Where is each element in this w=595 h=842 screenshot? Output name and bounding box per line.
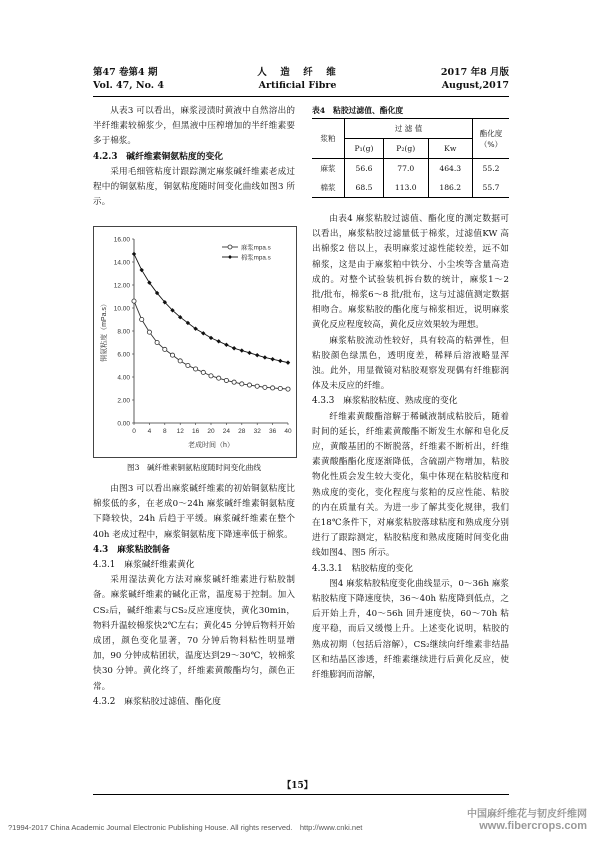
section-heading: 4.2.3 碱纤维素铜氨粘度的变化 <box>93 151 224 162</box>
paragraph: 纤维素黄酸酯溶解于稀碱液制成粘胶后，随着时间的延长，纤维素黄酸酯不断发生水解和皂化反应，黄酸基团的不断脱落，纤维素不断析出，纤维素黄酸酯酯化度逐渐降低，含硫副产物增加，粘胶物化性质会发生较大变化，集中体现在粘胶粘度和熟成度的变化，变化程度与浆粕的反应性能、粘胶的内在质量有关。为进一步了解其变化规律，我们在18℃条件下，对麻浆粘胶落球粘度和熟成度分别进行了跟踪测定，粘胶粘度和熟成度随时间变化曲线如图4、图5 所示。 <box>312 411 509 559</box>
data-point <box>140 268 144 272</box>
figure-caption: 图3 碱纤维素铜氨粘度随时间变化曲线 <box>127 463 261 472</box>
cell: 464.3 <box>428 159 473 179</box>
data-point <box>263 355 267 359</box>
x-tick-label: 0 <box>132 428 136 435</box>
cell: 棉浆 <box>312 178 345 198</box>
legend-label: 棉浆mpa.s <box>241 254 271 262</box>
cell: 55.2 <box>482 164 500 173</box>
y-tick-label: 8.00 <box>117 328 130 336</box>
volume-cn: 第47 卷第4 期 <box>93 67 158 78</box>
watermark-cn: 中国麻纤维花与韧皮纤维网 <box>467 809 587 820</box>
data-table <box>312 118 509 198</box>
x-tick-label: 40 <box>284 428 292 435</box>
data-point <box>232 380 236 384</box>
footer-rule <box>93 794 509 795</box>
y-tick-label: 12.00 <box>113 282 130 290</box>
data-point <box>286 387 290 391</box>
paragraph: 麻浆粘胶流动性较好，具有较高的粘弹性，但粘胶颜色绿黑色，透明度差，稀释后溶液略显浑浊。此外，用显微镜对粘胶观察发现偶有纤维膨润体及未反应的纤维。 <box>312 335 509 392</box>
col-header-p1: P₁(g) <box>345 139 384 159</box>
watermark-en: www.fibercrops.com <box>479 820 587 832</box>
x-tick-label: 12 <box>176 428 184 435</box>
cell: 56.6 <box>345 159 384 179</box>
figure-3-chart <box>93 226 297 458</box>
y-axis-label: 铜氨粘度（mPa.s） <box>101 300 108 362</box>
data-point <box>278 359 282 363</box>
data-point <box>170 353 174 357</box>
data-point <box>217 376 221 380</box>
chart-svg <box>94 227 296 457</box>
series-line <box>134 254 288 363</box>
paragraph: 图4 麻浆粘胶粘度变化曲线显示，0～36h 麻浆粘胶粘度下降速度快，36～40h 粘度降到低点，之后开始上升，40～56h 回升速度快，60～70h 粘度平稳，而后又缓慢上升。上述变化说明，粘胶的熟成初期（包括后溶解），CS₂继续向纤维素非结晶区和结晶区渗透，纤维素继续进行后黄化反应，使纤维膨润而溶解， <box>312 578 509 681</box>
cell: 68.5 <box>345 178 384 198</box>
header-rule <box>93 96 509 97</box>
paragraph: 从表3 可以看出，麻浆浸渍时黄液中自然溶出的半纤维素较棉浆少，但黑液中压榨增加的半纤维素要多于棉浆。 <box>93 106 295 147</box>
page-number: 【15】 <box>282 781 313 791</box>
paragraph: 由表4 麻浆粘胶过滤值、酯化度的测定数据可以看出，麻浆粘胶过滤量低于棉浆，过滤值KW 高出棉浆2 倍以上，表明麻浆过滤性能较差，远不如棉浆，这是由于麻浆粕中铁分、小尘埃等含量高造成的。对整个试验装机拆台数的统计，麻浆1～2 批/批布，棉浆6～8 批/批布，这与过滤值测定数据相吻合。麻浆粘胶的酯化度与棉浆相近，说明麻浆黄化反应程度较高，黄化反应效果较为理想。 <box>312 214 509 331</box>
data-point <box>147 330 151 334</box>
x-tick-label: 20 <box>207 428 215 435</box>
volume-en: Vol. 47, No. 4 <box>93 80 164 91</box>
cell: 77.0 <box>384 159 428 179</box>
right-column <box>312 212 509 683</box>
data-point <box>132 252 136 256</box>
copyright-footer: ?1994-2017 China Academic Journal Electronic Publishing House. All rights reserved. http://www.cnki.net <box>8 823 363 832</box>
x-axis-label: 老成时间（h） <box>188 442 234 449</box>
paragraph: 采用湿法黄化方法对麻浆碱纤维素进行粘胶制备。麻浆碱纤维素的碱化正常，温度易于控制。加入CS₂后，碱纤维素与CS₂反应速度快，黄化30min，物料升温较棉浆快2℃左右；黄化45 分钟后物料开始成团，颜色变化显著，70 分钟后物料粘性明显增加，90 分钟成粘团状，温度达到29～30℃，较棉浆快30 分钟。黄化终了，纤维素黄酸酯均匀，颜色正常。 <box>93 575 295 692</box>
section-heading: 4.3 麻浆粘胶制备 <box>93 544 170 555</box>
data-point <box>247 351 251 355</box>
data-point <box>155 340 159 344</box>
legend-marker <box>228 255 232 259</box>
cell: 55.7 <box>482 183 500 192</box>
data-point <box>217 339 221 343</box>
date-en: August,2017 <box>441 80 509 91</box>
data-point <box>263 385 267 389</box>
data-point <box>194 367 198 371</box>
data-point <box>224 343 228 347</box>
data-point <box>209 374 213 378</box>
data-point <box>247 383 251 387</box>
x-tick-label: 24 <box>222 428 231 435</box>
table-row <box>312 178 509 198</box>
left-column-bottom <box>93 482 295 710</box>
data-point <box>232 346 236 350</box>
y-tick-label: 10.00 <box>113 305 130 313</box>
data-point <box>201 370 205 374</box>
x-tick-label: 28 <box>238 428 246 435</box>
col-header-p2: P₂(g) <box>384 139 428 159</box>
y-tick-label: 4.00 <box>117 374 130 382</box>
data-point <box>270 357 274 361</box>
data-point <box>201 331 205 335</box>
table-row <box>312 159 509 179</box>
data-point <box>186 363 190 367</box>
paragraph: 由图3 可以看出麻浆碱纤维素的初始铜氨粘度比棉浆低的多，在老成0～24h 麻浆碱纤维素铜氨粘度下降较快，24h 后趋于平缓。麻浆碱纤维素在整个40h 老成过程中，麻浆铜氨粘度下降速率低于棉浆。 <box>93 484 295 540</box>
data-point <box>286 360 290 364</box>
data-point <box>240 348 244 352</box>
y-tick-label: 16.00 <box>113 236 130 244</box>
data-point <box>209 336 213 340</box>
col-header-esterification: 酯化度（%） <box>479 128 503 149</box>
header-date <box>441 66 509 92</box>
data-point <box>271 386 275 390</box>
legend-marker <box>228 245 232 249</box>
journal-cn: 人 造 纤 维 <box>257 67 338 78</box>
data-point <box>240 382 244 386</box>
data-point <box>140 317 144 321</box>
data-point <box>163 347 167 351</box>
col-header-pulp: 浆粕 <box>312 119 345 159</box>
date-cn: 2017 年8 月版 <box>440 67 509 78</box>
legend-label: 麻浆mpa.s <box>241 244 271 252</box>
col-header-filter: 过 滤 值 <box>345 119 473 139</box>
y-tick-label: 2.00 <box>117 397 130 405</box>
section-heading: 4.3.3 麻浆粘胶粘度、熟成度的变化 <box>312 396 458 407</box>
journal-en: Artificial Fibre <box>258 80 337 91</box>
cell: 113.0 <box>384 178 428 198</box>
paragraph: 采用毛细管粘度计跟踪测定麻浆碱纤维素老成过程中的铜氨粘度，铜氨粘度随时间变化曲线如图3 所示。 <box>93 166 295 208</box>
section-heading: 4.3.2 麻浆粘胶过滤值、酯化度 <box>93 696 221 707</box>
x-tick-label: 8 <box>162 428 167 435</box>
cell: 麻浆 <box>312 159 345 179</box>
col-header-kw: Kw <box>428 139 473 159</box>
data-point <box>178 359 182 363</box>
cell: 186.2 <box>428 178 473 198</box>
data-point <box>132 299 136 303</box>
y-tick-label: 0.00 <box>117 420 130 428</box>
table-4 <box>312 104 509 198</box>
x-tick-label: 32 <box>253 428 261 435</box>
data-point <box>224 378 228 382</box>
x-tick-label: 36 <box>268 428 277 435</box>
y-tick-label: 14.00 <box>113 259 130 267</box>
section-heading: 4.3.1 麻浆碱纤维素黄化 <box>93 560 195 571</box>
section-heading: 4.3.3.1 粘胶粘度的变化 <box>312 563 414 574</box>
data-point <box>255 384 259 388</box>
x-tick-label: 4 <box>147 428 152 435</box>
data-point <box>278 386 282 390</box>
x-tick-label: 16 <box>191 428 200 435</box>
data-point <box>255 353 259 357</box>
watermark <box>467 805 587 832</box>
y-tick-label: 6.00 <box>117 351 130 359</box>
table-title: 表4 粘胶过滤值、酯化度 <box>312 106 404 115</box>
left-column-top <box>93 104 295 210</box>
